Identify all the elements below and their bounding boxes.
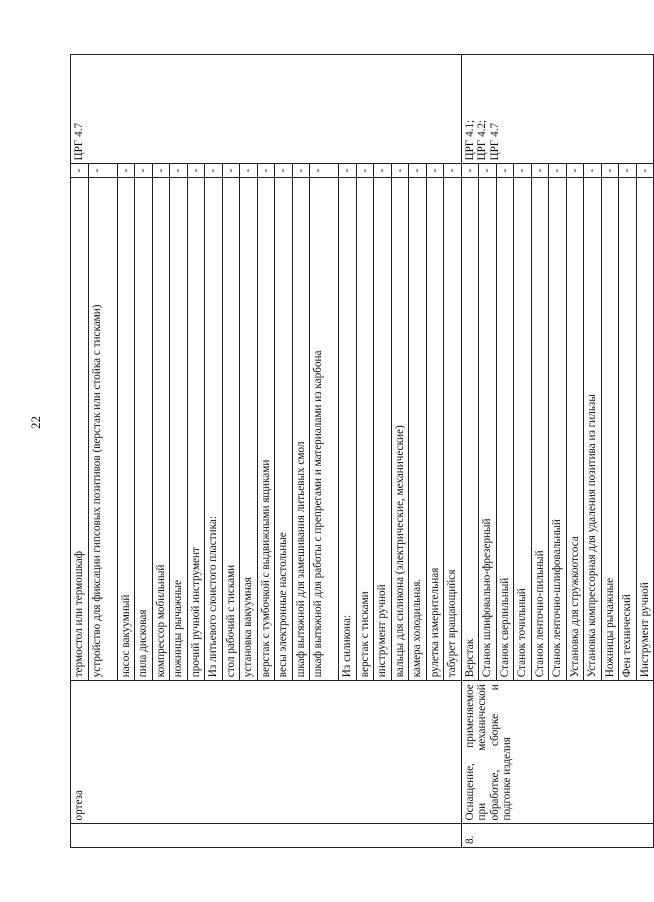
quantity-mark: - [409, 164, 427, 177]
equipment-item: весы электронные настольные [275, 177, 293, 680]
equipment-item: табурет вращающийся [444, 177, 462, 680]
equipment-item: рулетка измерительная [426, 177, 444, 680]
reference-code: ЦРГ 4.1; [463, 119, 476, 161]
section-title: Оснащение, применяемое при механической обработке, сборке и подгонке изделия [461, 681, 654, 824]
quantity-mark: - [222, 164, 240, 177]
reference-code: ЦРГ 4.7 [488, 122, 501, 161]
quantity-mark: - [88, 164, 117, 177]
equipment-item: Установка для стружкоотсоса [566, 177, 584, 680]
quantity-mark: - [339, 164, 357, 177]
equipment-item: Станок сверлильный [496, 177, 514, 680]
equipment-item: Станок шлифовально-фрезерный [479, 177, 497, 680]
equipment-item: Верстак [461, 177, 479, 680]
quantity-mark: - [275, 164, 293, 177]
equipment-item: Фен технический [619, 177, 637, 680]
equipment-item: камера холодильная. [409, 177, 427, 680]
equipment-item: Станок точильный [514, 177, 532, 680]
quantity-mark: - [170, 164, 188, 177]
equipment-item: вальцы для силикона (электрические, механические) [391, 177, 409, 680]
equipment-item: пила дисковая [135, 177, 153, 680]
quantity-mark: - [426, 164, 444, 177]
section-number [71, 824, 462, 848]
equipment-item: прочий ручной инструмент [187, 177, 205, 680]
quantity-mark: - [71, 164, 89, 177]
quantity-mark: - [257, 164, 275, 177]
equipment-item: Ножницы рычажные [601, 177, 619, 680]
reference-cell [461, 55, 654, 165]
equipment-item: ножницы рычажные [170, 177, 188, 680]
reference-code: ЦРГ 4.7 [73, 122, 85, 161]
quantity-mark: - [310, 164, 339, 177]
quantity-mark: - [292, 164, 310, 177]
quantity-mark: - [619, 164, 637, 177]
quantity-mark: - [514, 164, 532, 177]
equipment-item: устройство для фиксации гипсовых позитивов (верстак или стойка с тисками) [88, 177, 117, 680]
equipment-item: Установка компрессорная для удаления позитива из гильзы [584, 177, 602, 680]
quantity-mark: - [240, 164, 258, 177]
equipment-item: стол рабочий с тисками [222, 177, 240, 680]
equipment-item: установка вакуумная [240, 177, 258, 680]
quantity-mark: - [374, 164, 392, 177]
quantity-mark: - [205, 164, 223, 177]
quantity-mark: - [187, 164, 205, 177]
quantity-mark: - [531, 164, 549, 177]
quantity-mark: - [479, 164, 497, 177]
quantity-mark: - [117, 164, 135, 177]
equipment-item: Инструмент ручной [636, 177, 654, 680]
equipment-item: Станок ленточно-шлифовальный [549, 177, 567, 680]
quantity-mark: - [356, 164, 374, 177]
table-row [461, 55, 479, 848]
equipment-item: инструмент ручной [374, 177, 392, 680]
quantity-mark: - [135, 164, 153, 177]
equipment-item: шкаф вытяжной для работы с препрегами и материалами из карбона [310, 177, 339, 680]
quantity-mark: - [549, 164, 567, 177]
equipment-item: верстак с тумбочкой с выдвижными ящиками [257, 177, 275, 680]
equipment-item: Станок ленточно-пильный [531, 177, 549, 680]
equipment-table-body [71, 55, 654, 848]
section-number: 8. [461, 824, 654, 848]
page-number: 22 [28, 416, 43, 429]
table-row [71, 55, 89, 848]
quantity-mark: - [391, 164, 409, 177]
reference-code: ЦРГ 4.2; [476, 119, 488, 161]
rotated-page [70, 54, 651, 848]
quantity-mark: - [636, 164, 654, 177]
equipment-item: шкаф вытяжной для замешивания литьевых смол [292, 177, 310, 680]
section-title: ортеза [71, 681, 462, 824]
equipment-item: Из силикона: [339, 177, 357, 680]
quantity-mark: - [496, 164, 514, 177]
equipment-item: насос вакуумный [117, 177, 135, 680]
equipment-item: Из литьевого слоистого пластика: [205, 177, 223, 680]
reference-cell [71, 55, 462, 165]
quantity-mark: - [601, 164, 619, 177]
equipment-item: верстак с тисками [356, 177, 374, 680]
quantity-mark: - [444, 164, 462, 177]
quantity-mark: - [461, 164, 479, 177]
quantity-mark: - [152, 164, 170, 177]
equipment-item: компрессор мобильный [152, 177, 170, 680]
quantity-mark: - [584, 164, 602, 177]
equipment-item: термостол или термошкаф [71, 177, 89, 680]
equipment-table [70, 54, 654, 848]
quantity-mark: - [566, 164, 584, 177]
